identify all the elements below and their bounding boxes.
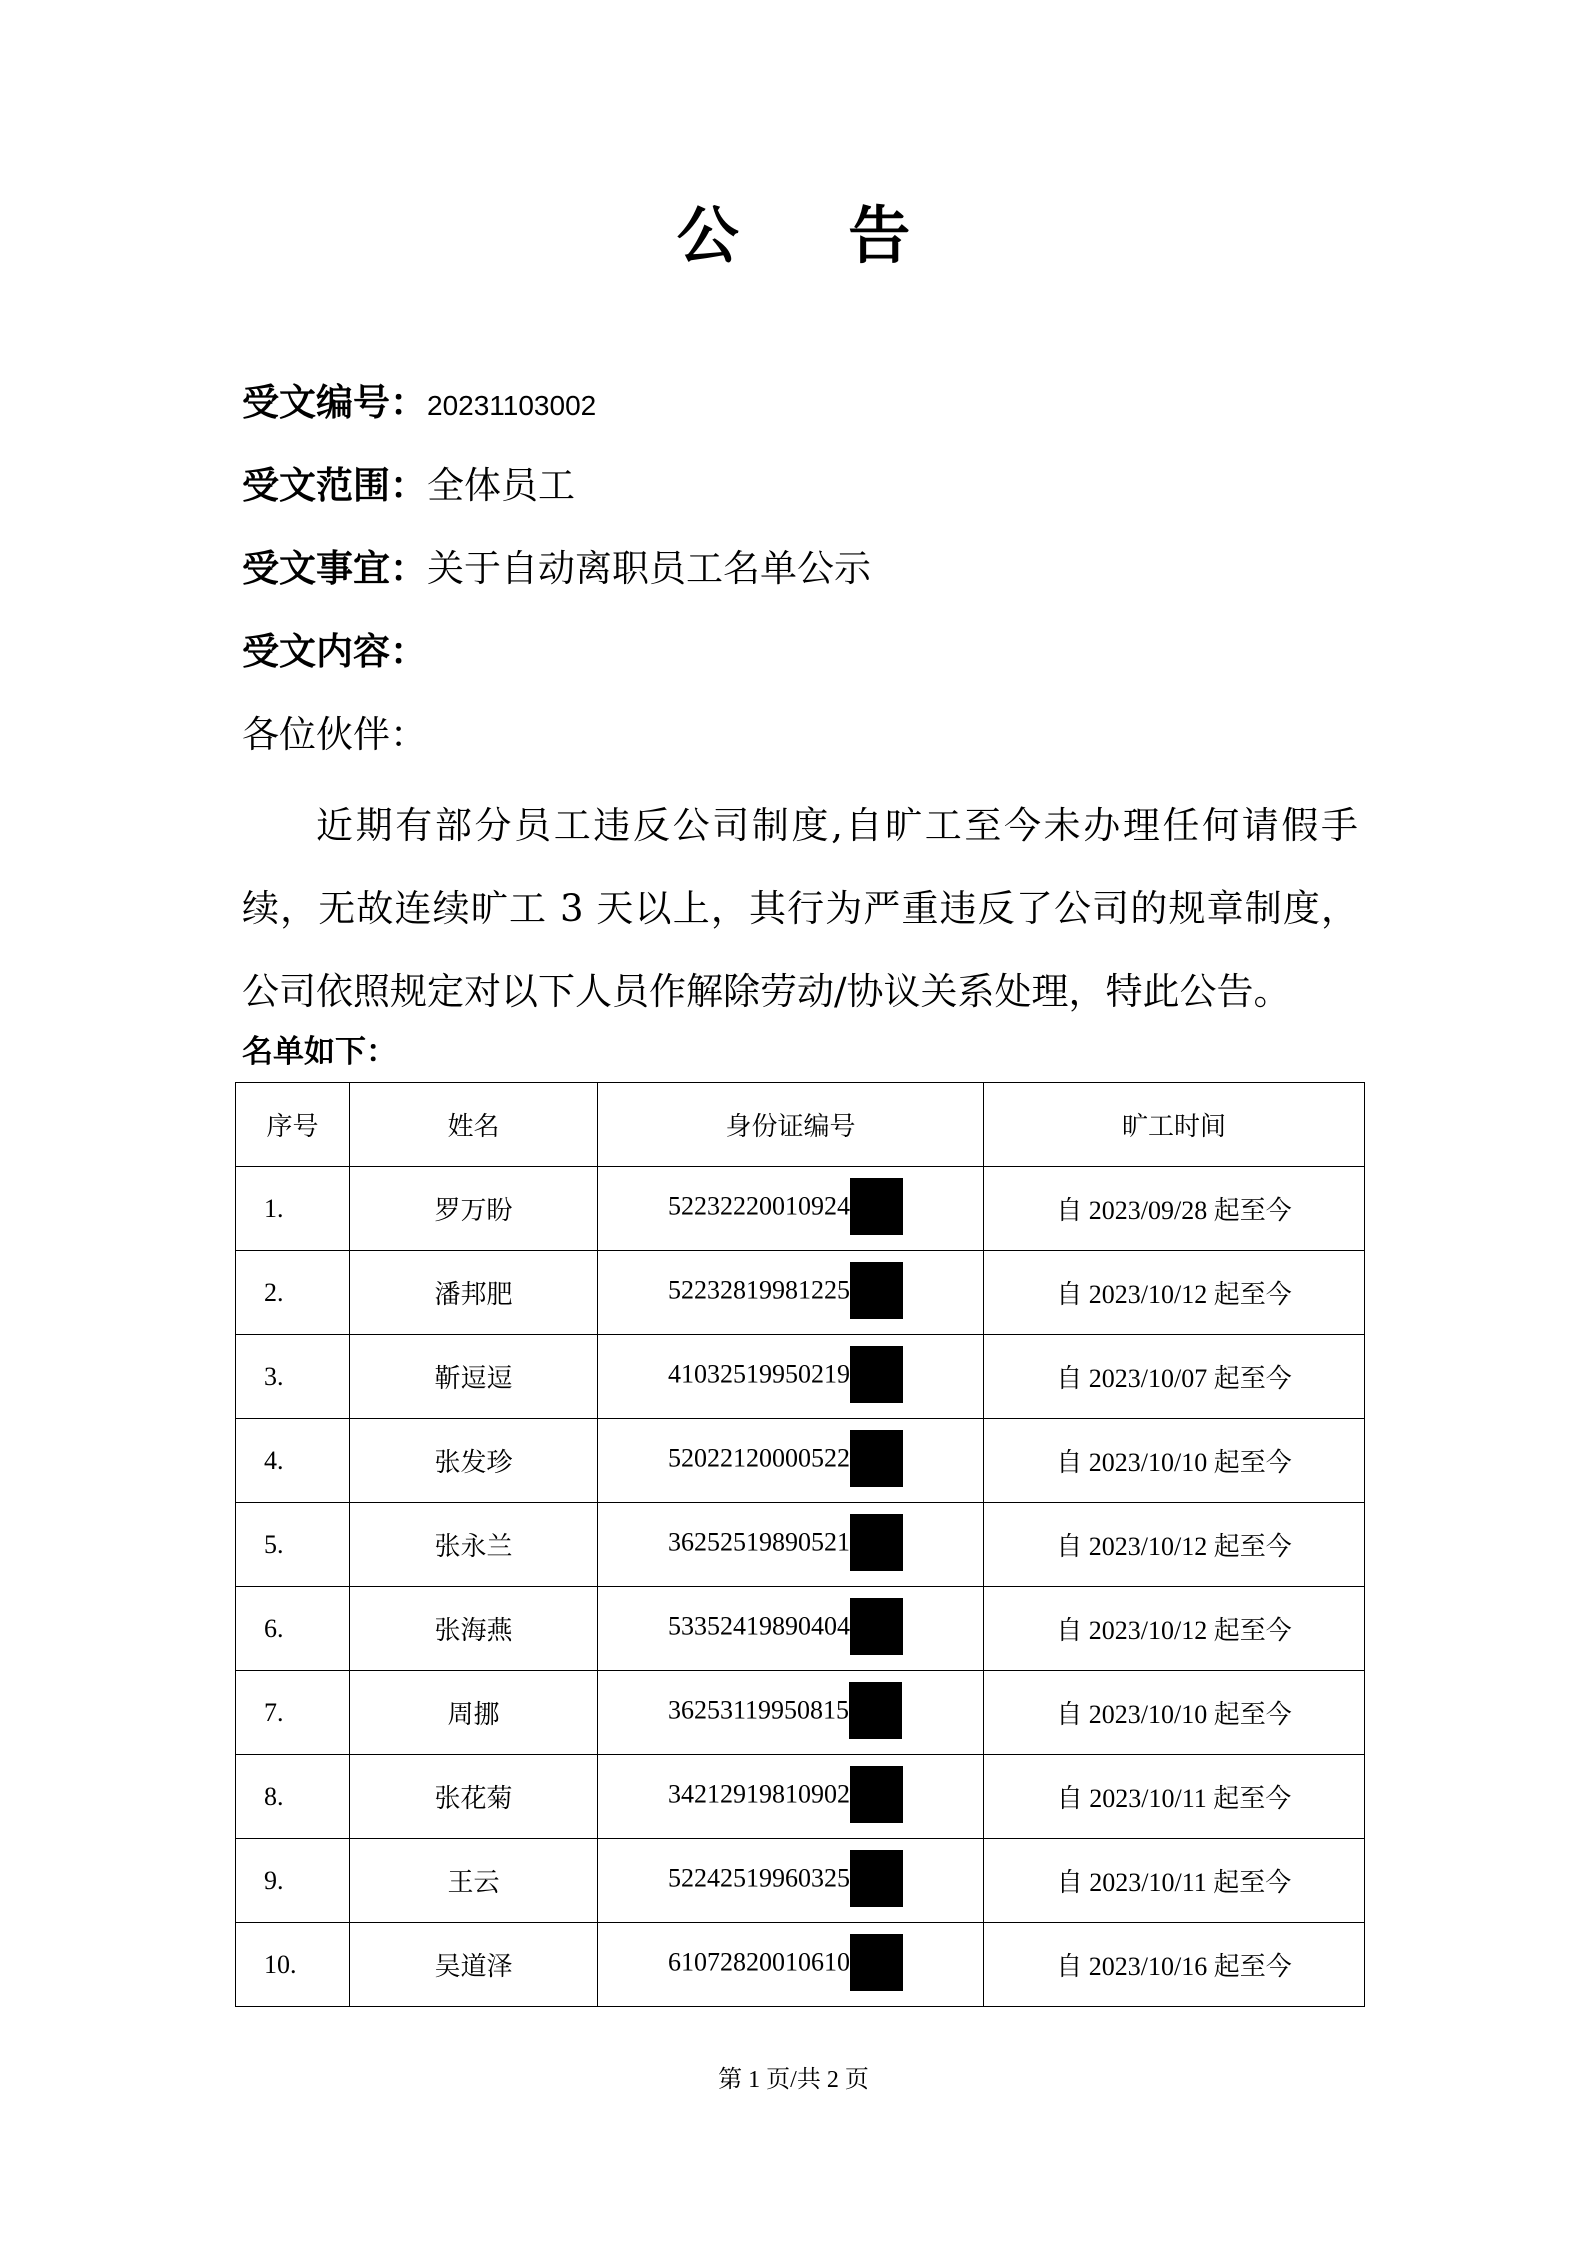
row-id-number: 61072820010610	[668, 1947, 850, 1977]
redaction-block	[850, 1514, 903, 1571]
row-absence-period: 自 2023/10/11 起至今	[984, 1755, 1365, 1839]
meta-number-value: 20231103002	[427, 390, 597, 421]
row-index: 2.	[236, 1251, 350, 1335]
table-row	[236, 1923, 1365, 2007]
table-row	[236, 1167, 1365, 1251]
row-id-number: 41032519950219	[668, 1359, 850, 1389]
row-id-cell	[598, 1503, 984, 1587]
table-row	[236, 1503, 1365, 1587]
meta-scope-label: 受文范围：	[242, 464, 427, 507]
table-row	[236, 1671, 1365, 1755]
row-id-number: 36253119950815	[668, 1695, 850, 1725]
row-id-cell	[598, 1923, 984, 2007]
redaction-block	[850, 1178, 903, 1235]
row-id-number: 36252519890521	[668, 1527, 850, 1557]
table-row	[236, 1755, 1365, 1839]
row-id-cell	[598, 1755, 984, 1839]
redaction-block	[850, 1766, 903, 1823]
notice-body: 近期有部分员工违反公司制度,自旷工至今未办理任何请假手续，无故连续旷工 3 天以上，其行为严重违反了公司的规章制度，公司依照规定对以下人员作解除劳动/协议关系处理，特此公告。	[242, 804, 1358, 1013]
page-title: 公 告	[676, 199, 955, 272]
row-index: 7.	[236, 1671, 350, 1755]
header-absence-period: 旷工时间	[984, 1083, 1365, 1167]
row-name: 张海燕	[350, 1587, 598, 1671]
row-absence-period: 自 2023/09/28 起至今	[984, 1167, 1365, 1251]
list-heading: 名单如下：	[242, 1034, 397, 1070]
table-body	[236, 1167, 1365, 2007]
row-index: 10.	[236, 1923, 350, 2007]
row-name: 罗万盼	[350, 1167, 598, 1251]
roster-table	[235, 1082, 1365, 2007]
row-id-cell	[598, 1335, 984, 1419]
greeting: 各位伙伴：	[242, 713, 427, 756]
row-name: 潘邦肥	[350, 1251, 598, 1335]
redaction-block	[850, 1850, 903, 1907]
row-id-number: 52242519960325	[668, 1863, 850, 1893]
meta-scope-line	[242, 461, 575, 511]
header-index: 序号	[236, 1083, 350, 1167]
meta-number-label: 受文编号：	[242, 381, 427, 424]
row-id-number: 34212919810902	[668, 1779, 850, 1809]
row-id-number: 52232220010924	[668, 1191, 850, 1221]
row-name: 张花菊	[350, 1755, 598, 1839]
table-row	[236, 1419, 1365, 1503]
table-row	[236, 1839, 1365, 1923]
row-name: 靳逗逗	[350, 1335, 598, 1419]
row-index: 8.	[236, 1755, 350, 1839]
row-absence-period: 自 2023/10/07 起至今	[984, 1335, 1365, 1419]
meta-subject-label: 受文事宜：	[242, 547, 427, 590]
row-id-cell	[598, 1167, 984, 1251]
row-absence-period: 自 2023/10/12 起至今	[984, 1503, 1365, 1587]
row-id-number: 52022120000522	[668, 1443, 850, 1473]
row-absence-period: 自 2023/10/12 起至今	[984, 1251, 1365, 1335]
row-index: 5.	[236, 1503, 350, 1587]
meta-subject-line	[242, 544, 871, 594]
row-index: 1.	[236, 1167, 350, 1251]
redaction-block	[850, 1262, 903, 1319]
row-id-cell	[598, 1587, 984, 1671]
row-id-number: 52232819981225	[668, 1275, 850, 1305]
row-name: 周挪	[350, 1671, 598, 1755]
row-index: 9.	[236, 1839, 350, 1923]
table-row	[236, 1251, 1365, 1335]
table-row	[236, 1587, 1365, 1671]
redaction-block	[850, 1934, 903, 1991]
redaction-block	[850, 1598, 903, 1655]
row-index: 4.	[236, 1419, 350, 1503]
redaction-block	[850, 1430, 903, 1487]
row-index: 6.	[236, 1587, 350, 1671]
row-absence-period: 自 2023/10/10 起至今	[984, 1671, 1365, 1755]
header-id-number: 身份证编号	[598, 1083, 984, 1167]
row-id-cell	[598, 1419, 984, 1503]
row-absence-period: 自 2023/10/16 起至今	[984, 1923, 1365, 2007]
redaction-block	[850, 1346, 903, 1403]
row-absence-period: 自 2023/10/10 起至今	[984, 1419, 1365, 1503]
row-index: 3.	[236, 1335, 350, 1419]
row-id-number: 53352419890404	[668, 1611, 850, 1641]
row-name: 吴道泽	[350, 1923, 598, 2007]
redaction-block	[849, 1682, 902, 1739]
row-absence-period: 自 2023/10/12 起至今	[984, 1587, 1365, 1671]
meta-number-line	[242, 378, 596, 431]
table-header-row	[236, 1083, 1365, 1167]
meta-content-line	[242, 627, 427, 677]
table-row	[236, 1335, 1365, 1419]
row-id-cell	[598, 1251, 984, 1335]
row-absence-period: 自 2023/10/11 起至今	[984, 1839, 1365, 1923]
row-name: 张永兰	[350, 1503, 598, 1587]
page-footer: 第 1 页/共 2 页	[718, 2067, 869, 2093]
row-name: 张发珍	[350, 1419, 598, 1503]
meta-scope-value: 全体员工	[427, 464, 575, 507]
row-name: 王云	[350, 1839, 598, 1923]
row-id-cell	[598, 1839, 984, 1923]
meta-subject-value: 关于自动离职员工名单公示	[427, 547, 871, 590]
meta-content-label: 受文内容：	[242, 630, 427, 673]
header-name: 姓名	[350, 1083, 598, 1167]
row-id-cell	[598, 1671, 984, 1755]
